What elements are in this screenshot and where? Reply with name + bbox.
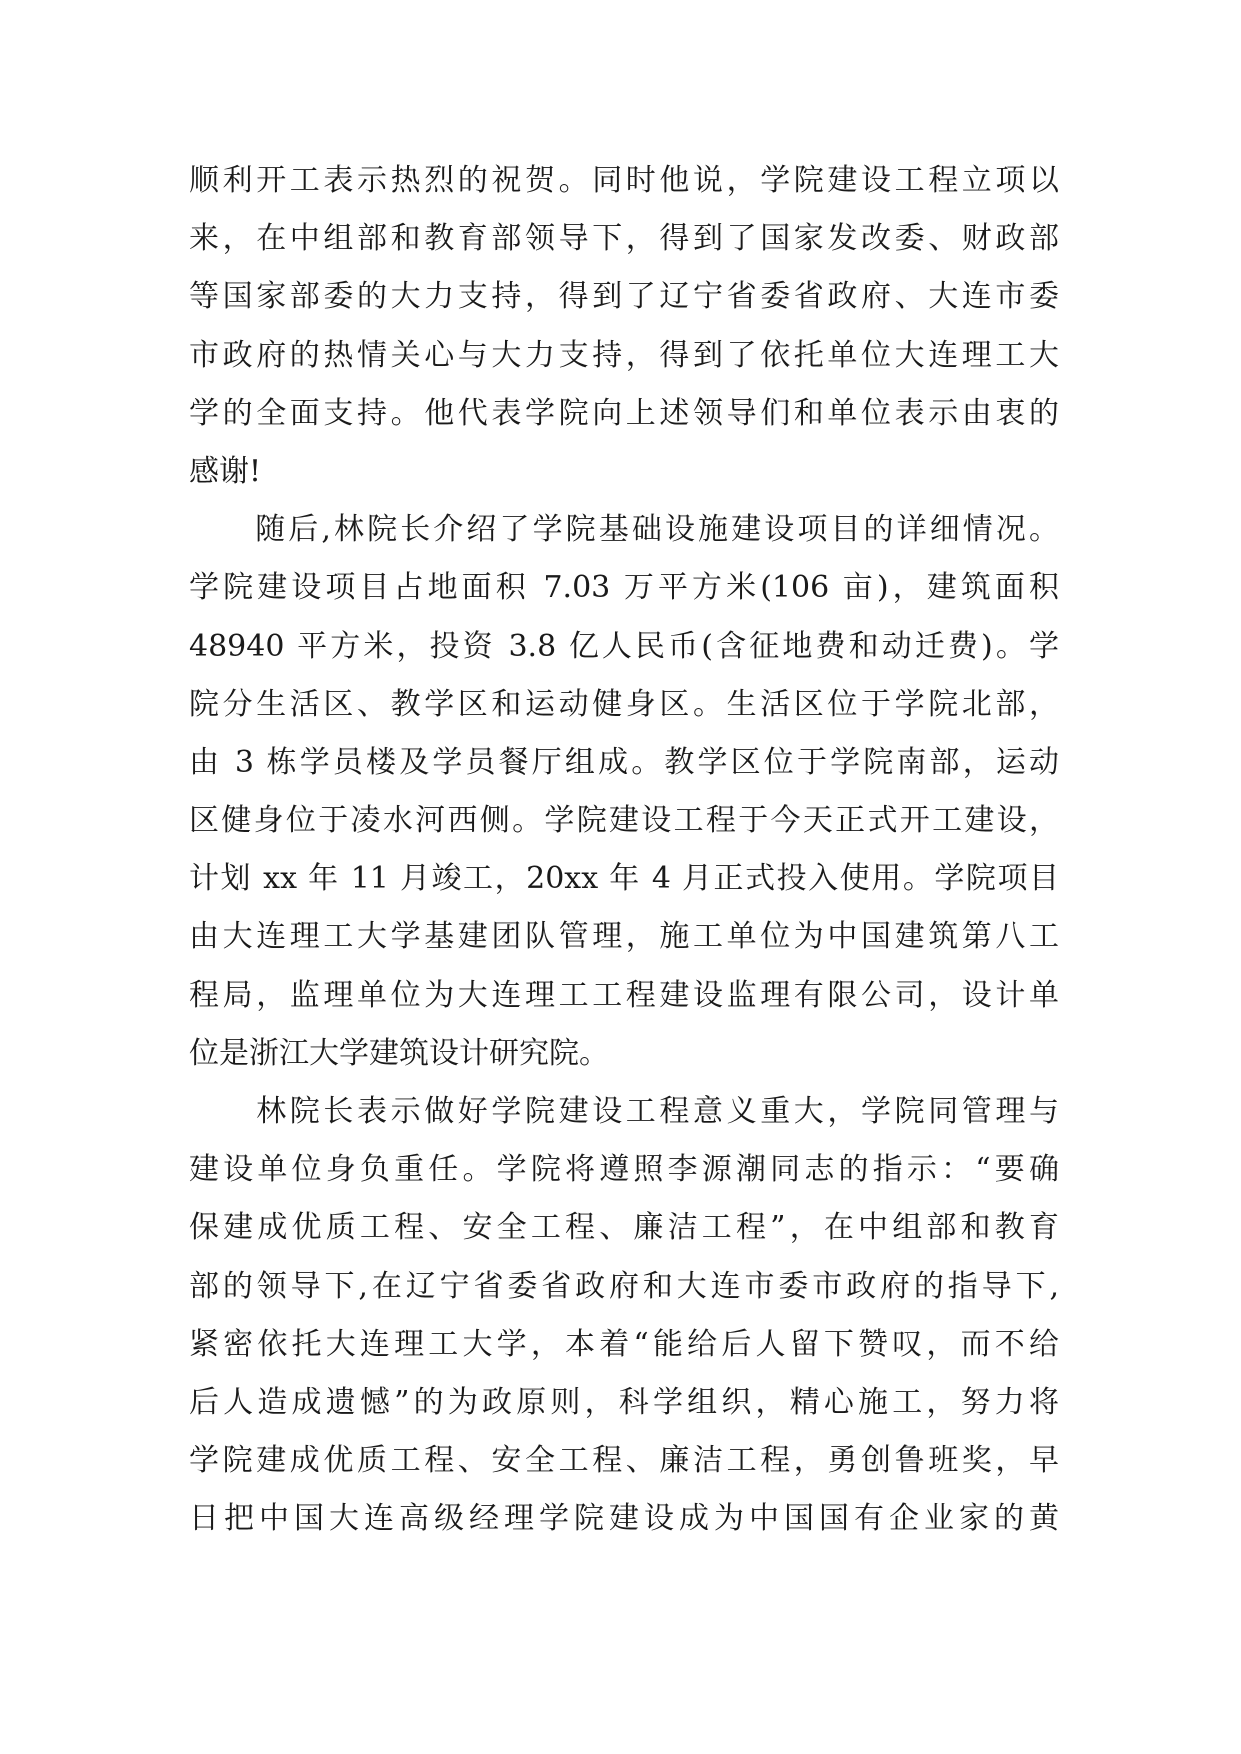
paragraph-line: 学的全面支持。他代表学院向上述领导们和单位表示由衷的: [189, 395, 1059, 431]
paragraph-line: 林院长表示做好学院建设工程意义重大，学院同管理与: [189, 1094, 1059, 1129]
paragraph-line: 日把中国大连高级经理学院建设成为中国国有企业家的黄: [189, 1501, 1059, 1537]
paragraph-line: 等国家部委的大力支持，得到了辽宁省委省政府、大连市委: [189, 279, 1059, 315]
paragraph-line: 来，在中组部和教育部领导下，得到了国家发改委、财政部: [189, 221, 1059, 257]
paragraph-line: 计划 xx 年 11 月竣工，20xx 年 4 月正式投入使用。学院项目: [189, 861, 1059, 897]
paragraph-line: 位是浙江大学建筑设计研究院。: [189, 1035, 609, 1071]
paragraph-line: 48940 平方米，投资 3.8 亿人民币(含征地费和动迁费)。学: [189, 628, 1059, 664]
paragraph-line: 学院建成优质工程、安全工程、廉洁工程，勇创鲁班奖，早: [189, 1443, 1059, 1479]
paragraph-line: 感谢!: [189, 453, 262, 489]
paragraph-2: [189, 501, 1059, 1083]
paragraph-line: 区健身位于凌水河西侧。学院建设工程于今天正式开工建设，: [189, 803, 1059, 839]
paragraph-3: [189, 1083, 1059, 1549]
paragraph-line: 建设单位身负重任。学院将遵照李源潮同志的指示：“要确: [189, 1152, 1059, 1188]
paragraph-line: 程局，监理单位为大连理工工程建设监理有限公司，设计单: [189, 977, 1059, 1013]
paragraph-line: 后人造成遗憾”的为政原则，科学组织，精心施工，努力将: [189, 1384, 1059, 1420]
paragraph-line: 院分生活区、教学区和运动健身区。生活区位于学院北部，: [189, 686, 1059, 722]
paragraph-line: 由 3 栋学员楼及学员餐厅组成。教学区位于学院南部，运动: [189, 744, 1059, 780]
paragraph-line: 顺利开工表示热烈的祝贺。同时他说，学院建设工程立项以: [189, 163, 1059, 198]
paragraph-line: 部的领导下,在辽宁省委省政府和大连市委市政府的指导下,: [189, 1268, 1059, 1304]
paragraph-line: 保建成优质工程、安全工程、廉洁工程”，在中组部和教育: [189, 1210, 1059, 1246]
paragraph-line: 由大连理工大学基建团队管理，施工单位为中国建筑第八工: [189, 919, 1059, 955]
paragraph-line: 学院建设项目占地面积 7.03 万平方米(106 亩)，建筑面积: [189, 570, 1059, 606]
paragraph-line: 随后,林院长介绍了学院基础设施建设项目的详细情况。: [189, 512, 1059, 548]
paragraph-line: 紧密依托大连理工大学，本着“能给后人留下赞叹，而不给: [189, 1326, 1059, 1362]
paragraph-line: 市政府的热情关心与大力支持，得到了依托单位大连理工大: [189, 337, 1059, 373]
document-body: [189, 152, 1059, 1549]
paragraph-1: [189, 152, 1059, 501]
